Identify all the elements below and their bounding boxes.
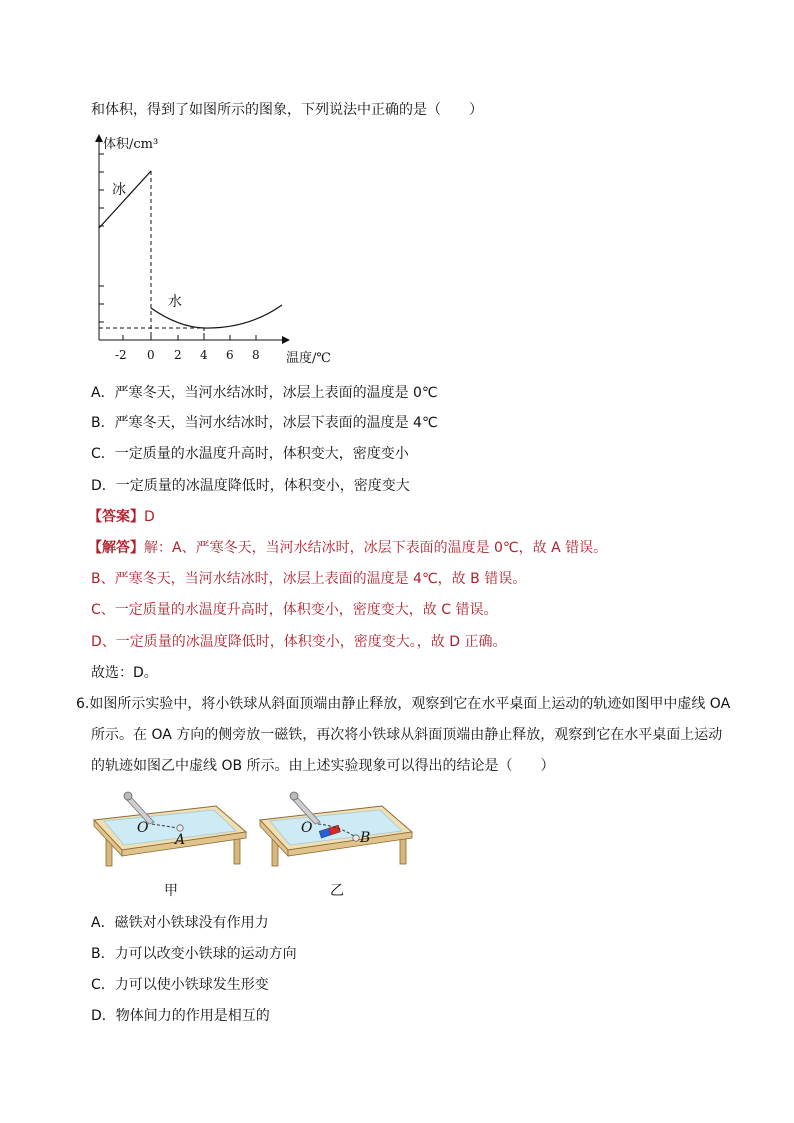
answer-value: D	[144, 509, 155, 525]
q5-answer	[88, 508, 155, 526]
x-axis-label: 温度/℃	[286, 351, 331, 366]
ice-label: 冰	[112, 182, 126, 198]
label-o: O	[301, 820, 313, 836]
ball-end	[353, 835, 359, 841]
question-5-stem: 和体积，得到了如图所示的图象，下列说法中正确的是（ ）	[91, 102, 483, 118]
q6-option-c: C．力可以使小铁球发生形变	[91, 977, 269, 993]
label-b: B	[360, 830, 371, 846]
x-tick-label: 4	[200, 348, 208, 362]
volume-temperature-graph	[88, 130, 358, 370]
q6-option-b: B．力可以改变小铁球的运动方向	[91, 946, 297, 962]
q5-option-a: A．严寒冬天，当河水结冰时，冰层上表面的温度是 0℃	[91, 385, 438, 401]
q5-analysis-line-1	[88, 539, 607, 557]
ice-line	[99, 171, 151, 228]
x-ticks	[123, 335, 256, 340]
iron-ball	[290, 792, 298, 800]
q6-option-a: A．磁铁对小铁球没有作用力	[91, 915, 269, 931]
y-axis-label: 体积/cm³	[103, 137, 159, 152]
question-number: 6.	[76, 696, 90, 712]
x-tick-label: -2	[115, 348, 127, 362]
analysis-text: 解：A、严寒冬天，当河水结冰时，冰层下表面的温度是 0℃，故 A 错误。	[144, 540, 608, 556]
q5-analysis-line-4: D、一定质量的冰温度降低时，体积变小，密度变大。，故 D 正确。	[91, 634, 507, 650]
q5-option-d: D．一定质量的冰温度降低时，体积变小，密度变大	[91, 478, 410, 494]
question-6-stem-line-1	[76, 695, 730, 713]
q6-option-d: D．物体间力的作用是相互的	[91, 1008, 270, 1024]
x-tick-label: 8	[252, 348, 260, 362]
question-6-stem-line-3: 的轨迹如图乙中虚线 OB 所示。由上述实验现象可以得出的结论是（ ）	[91, 758, 555, 774]
question-6-stem-line-2: 所示。在 OA 方向的侧旁放一磁铁，再次将小铁球从斜面顶端由静止释放，观察到它在水平桌面上运动	[91, 727, 723, 743]
q5-analysis-line-3: C、一定质量的水温度升高时，体积变小，密度变大，故 C 错误。	[91, 602, 498, 618]
iron-ball	[124, 792, 132, 800]
x-tick-label: 6	[226, 348, 234, 362]
q5-choice: 故选：D。	[91, 665, 158, 681]
ball-end	[177, 825, 183, 831]
stem-text: 如图所示实验中，将小铁球从斜面顶端由静止释放，观察到它在水平桌面上运动的轨迹如图甲中虚线 OA	[89, 696, 731, 712]
label-a: A	[175, 832, 186, 848]
x-tick-label: 0	[147, 348, 155, 362]
figure-yi	[258, 786, 418, 870]
q5-option-b: B．严寒冬天，当河水结冰时，冰层下表面的温度是 4℃	[91, 415, 438, 431]
caption-jia: 甲	[164, 883, 178, 899]
q5-analysis-line-2: B、严寒冬天，当河水结冰时，冰层上表面的温度是 4℃，故 B 错误。	[91, 571, 527, 587]
figure-jia	[92, 786, 252, 870]
analysis-tag: 【解答】	[88, 540, 144, 556]
y-ticks	[99, 154, 104, 322]
water-label: 水	[168, 294, 182, 310]
x-tick-label: 2	[174, 348, 182, 362]
answer-tag: 【答案】	[88, 509, 144, 525]
label-o: O	[137, 820, 149, 836]
q5-option-c: C．一定质量的水温度升高时，体积变大，密度变小	[91, 446, 409, 462]
caption-yi: 乙	[330, 883, 344, 899]
